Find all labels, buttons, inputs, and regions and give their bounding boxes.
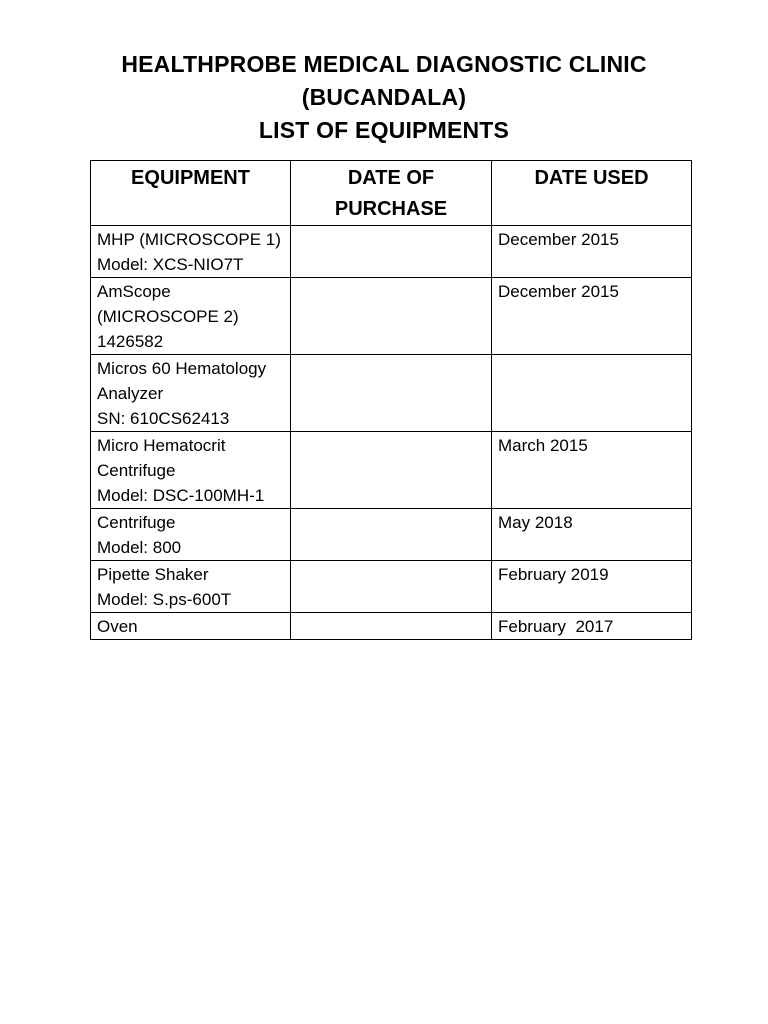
document-header xyxy=(0,48,768,147)
table-body xyxy=(91,226,692,640)
clinic-name: HEALTHPROBE MEDICAL DIAGNOSTIC CLINIC xyxy=(121,51,647,77)
date-used-cell: March 2015 xyxy=(492,432,692,509)
equipment-cell xyxy=(91,226,291,278)
equipment-name: Micro Hematocrit xyxy=(97,436,226,455)
equipment-name: Micros 60 Hematology xyxy=(97,359,267,378)
equipment-detail: Analyzer xyxy=(97,384,164,403)
date-used-cell xyxy=(492,355,692,432)
date-of-purchase-header-line1: DATE OF xyxy=(347,167,435,189)
equipment-name: AmScope xyxy=(97,282,171,301)
date-of-purchase-header-line2: PURCHASE xyxy=(334,198,448,220)
document-title: LIST OF EQUIPMENTS xyxy=(258,117,510,143)
date-used-cell: December 2015 xyxy=(492,278,692,355)
equipment-detail: (MICROSCOPE 2) xyxy=(97,307,239,326)
date-used-cell: May 2018 xyxy=(492,509,692,561)
equipment-cell xyxy=(91,561,291,613)
clinic-location: (BUCANDALA) xyxy=(301,84,467,110)
equipment-detail: Model: DSC-100MH-1 xyxy=(97,486,265,505)
equipment-name: MHP (MICROSCOPE 1) xyxy=(97,230,281,249)
table-row xyxy=(91,278,692,355)
date-of-purchase-cell xyxy=(291,509,492,561)
table-row xyxy=(91,432,692,509)
table-row xyxy=(91,613,692,640)
equipment-table xyxy=(90,160,692,640)
table-row xyxy=(91,509,692,561)
equipment-name: Pipette Shaker xyxy=(97,565,209,584)
equipment-detail: SN: 610CS62413 xyxy=(97,409,230,428)
equipment-detail: Model: 800 xyxy=(97,538,182,557)
date-used-cell: February 2017 xyxy=(492,613,692,640)
date-of-purchase-column-header xyxy=(291,161,492,226)
equipment-detail: Model: S.ps-600T xyxy=(97,590,232,609)
table-row xyxy=(91,561,692,613)
date-used-cell: December 2015 xyxy=(492,226,692,278)
equipment-name: Oven xyxy=(97,617,138,636)
date-used-column-header xyxy=(492,161,692,226)
equipment-cell xyxy=(91,278,291,355)
equipment-detail: 1426582 xyxy=(97,332,164,351)
date-of-purchase-cell xyxy=(291,278,492,355)
equipment-name: Centrifuge xyxy=(97,513,176,532)
table-row xyxy=(91,226,692,278)
equipment-detail: Centrifuge xyxy=(97,461,176,480)
date-of-purchase-cell xyxy=(291,561,492,613)
date-of-purchase-cell xyxy=(291,613,492,640)
equipment-column-header xyxy=(91,161,291,226)
equipment-cell xyxy=(91,613,291,640)
date-of-purchase-cell xyxy=(291,432,492,509)
equipment-detail: Model: XCS-NIO7T xyxy=(97,255,244,274)
date-of-purchase-cell xyxy=(291,355,492,432)
date-of-purchase-cell xyxy=(291,226,492,278)
date-used-cell: February 2019 xyxy=(492,561,692,613)
date-used-header-label: DATE USED xyxy=(534,167,649,189)
table-header-row xyxy=(91,161,692,226)
table-row xyxy=(91,355,692,432)
equipment-header-label: EQUIPMENT xyxy=(131,167,250,189)
equipment-cell xyxy=(91,509,291,561)
equipment-cell xyxy=(91,355,291,432)
equipment-cell xyxy=(91,432,291,509)
